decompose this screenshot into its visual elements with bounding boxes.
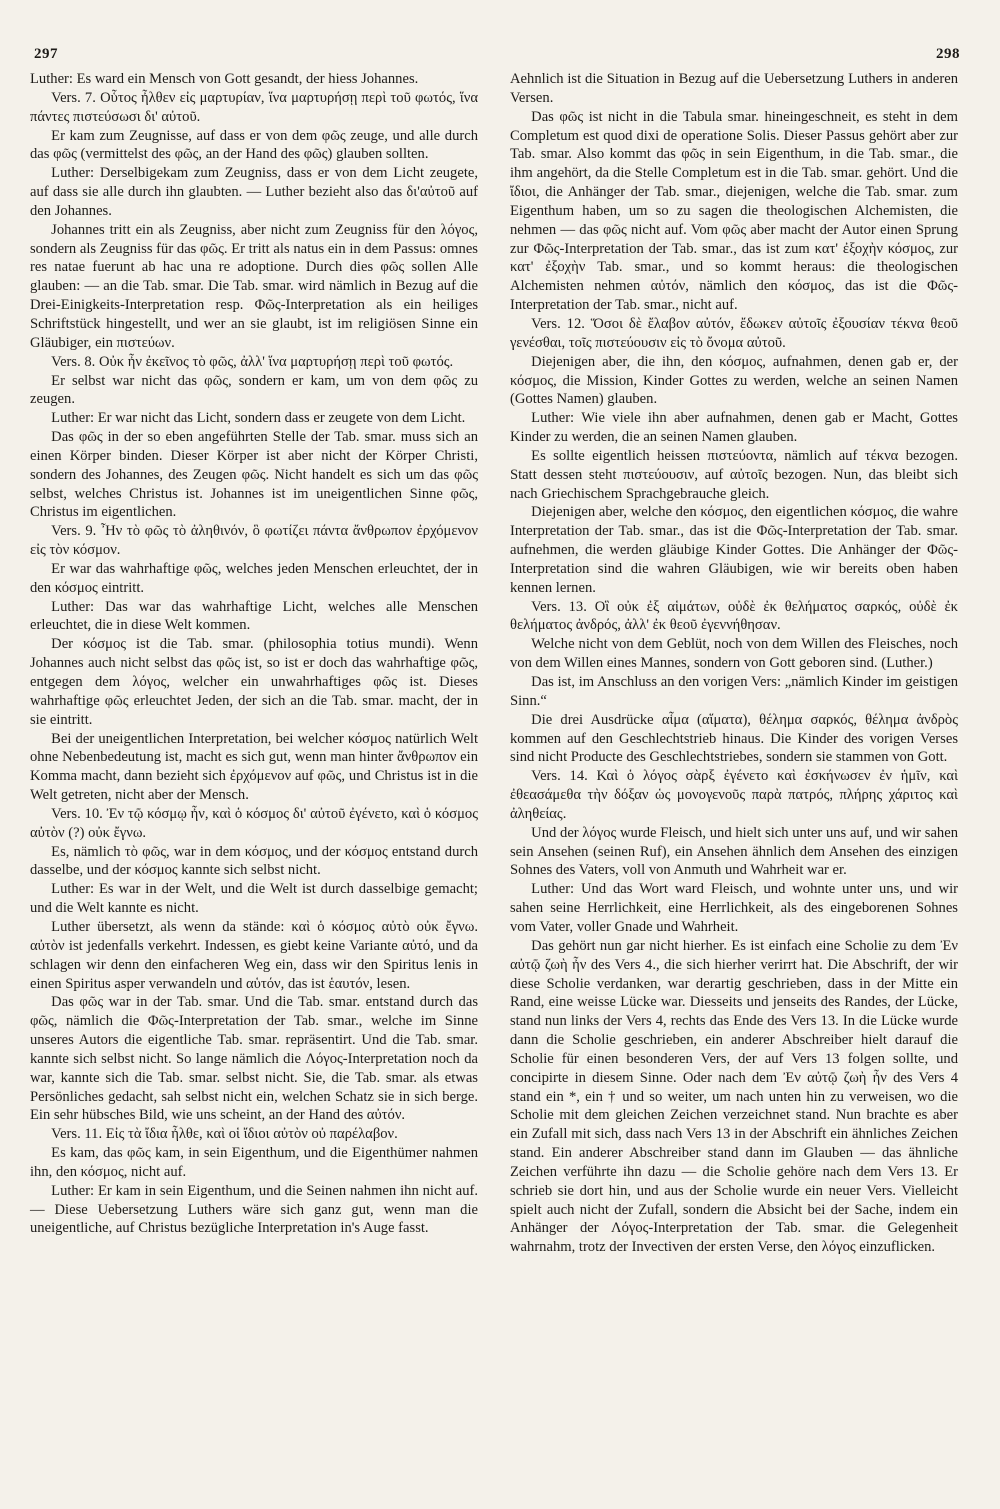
paragraph: Das gehört nun gar nicht hierher. Es ist einfach eine Scholie zu dem Ἐν αὐτῷ ζωὴ ἦν des Vers 4., die sich hierher verirrt hat. Die Abschrift, der wir diese Scholie verdanken, war derartig geschrieben, dass in der Mitte ein Rand, eine weisse Lücke war. Diesseits und jenseits des Randes, der Lücke, stand nun links der Vers 4, rechts das Ende des Vers 13. In die Lücke wurde dann die Scholie geschrieben, ein anderer Abschreiber hielt darauf die Scholie für einen besonderen Vers, der auf Vers 13 folgen sollte, und concipirte in diesem Sinne. Oder nach dem Ἐν αὐτῷ ζωὴ ἦν des Vers 4 stand ein *, ein † und so weiter, um nach unten hin zu verweisen, wo die Scholie mit dem gleichen Zeichen verzeichnet stand. Nun brachte es aber ein Zufall mit sich, dass nach Vers 13 in der Abschrift ein ähnliches Zeichen stand. Ein anderer Abschreiber stand dann im Glauben — das ähnliche Zeichen verführte ihn dazu — die Scholie gehöre nach dem Vers 13. Er schrieb sie dort hin, und aus der Scholie wurde ein neuer Vers. Vielleicht spielt auch nicht der Zufall, sondern die Absicht bei der Sache, indem ein Anhänger der Λόγος-Interpretation der Tab. smar. die Gelegenheit wahrnahm, trotz der Invectiven der ersten Verse, den λόγος einzuflicken. <box>510 937 958 1256</box>
paragraph: Luther: Er war nicht das Licht, sondern dass er zeugete von dem Licht. <box>51 410 466 427</box>
paragraph: Das ist, im Anschluss an den vorigen Vers: „nämlich Kinder im geistigen Sinn.“ <box>510 674 958 709</box>
paragraph: Luther: Und das Wort ward Fleisch, und wohnte unter uns, und wir sahen seine Herrlichkeit, eine Herrlichkeit, als des eingeborenen Sohnes vom Vater, voller Gnade und Wahrheit. <box>510 881 958 935</box>
paragraph: Vers. 8. Οὐκ ἦν ἐκεῖνος τὸ φῶς, ἀλλ' ἵνα μαρτυρήσῃ περὶ τοῦ φωτός. <box>51 353 454 370</box>
right-column <box>510 70 958 1257</box>
paragraph: Es kam, das φῶς kam, in sein Eigenthum, und die Eigenthümer nahmen ihn, den κόσμος, nicht auf. <box>30 1145 478 1180</box>
paragraph: Und der λόγος wurde Fleisch, und hielt sich unter uns auf, und wir sahen sein Ansehen (seinen Ruf), ein Ansehen ähnlich dem Ansehen des einzigen Sohnes des Vaters, voll von Anmuth und Wahrheit war er. <box>510 824 958 879</box>
page-number-left: 297 <box>34 46 58 62</box>
paragraph: Luther: Es war in der Welt, und die Welt ist durch dasselbige gemacht; und die Welt kannte es nicht. <box>30 881 478 917</box>
paragraph: Luther: Es ward ein Mensch von Gott gesandt, der hiess Johannes. <box>30 71 419 87</box>
paragraph: Luther: Das war das wahrhaftige Licht, welches alle Menschen erleuchtet, die in diese Welt kommen. <box>30 598 478 634</box>
paragraph: Vers. 14. Καὶ ὁ λόγος σὰρξ ἐγένετο καὶ ἐσκήνωσεν ἐν ἡμῖν, καὶ ἐθεασάμεθα τὴν δόξαν ὡς μονογενοῦς παρὰ πατρός, πλήρης χάριτος καὶ ἀληθείας. <box>510 768 958 822</box>
page-number-right: 298 <box>936 46 960 62</box>
paragraph: Das φῶς ist nicht in die Tabula smar. hineingeschneit, es steht in dem Completum est quod dixi de operatione Solis. Dieser Passus gehört aber zur Tab. smar. Also kommt das φῶς in sein Eigenthum, in die Tab. smar., die ihm angehört, da die Stelle Completum est in die Tab. smar. gehört. Und die ἴδιοι, die Anhänger der Tab. smar., diejenigen, welche die Tab. smar. zum Eigenthum haben, um so zu sagen die theologischen Alchemisten, die nehmen — das φῶς nicht auf. Vom φῶς aber macht der Autor einen Sprung zur Φῶς-Interpretation der Tab. smar., das ist zum κατ' ἐξοχὴν κόσμος, zur κατ' ἐξοχὴν Tab. smar., und so kommt heraus: die theologischen Alchemisten nehmen αὐτόν, nämlich den κόσμος, das ist die Φῶς-Interpretation der Tab. smar., nicht auf. <box>510 108 958 314</box>
paragraph: Welche nicht von dem Geblüt, noch von dem Willen des Fleisches, noch von dem Willen eines Mannes, sondern von Gott geboren sind. (Luther.) <box>510 636 958 672</box>
paragraph: Luther: Derselbigekam zum Zeugniss, dass er von dem Licht zeugete, auf dass sie alle durch ihn glaubten. — Luther bezieht also das δι'αὐτοῦ auf den Johannes. <box>30 165 478 219</box>
paragraph: Bei der uneigentlichen Interpretation, bei welcher κόσμος natürlich Welt ohne Nebenbedeutung ist, macht es sich gut, wenn man hinter ἄνθρωπον ein Komma macht, dann bezieht sich ἐρχόμενον auf φῶς, und Christus ist in die Welt getreten, nicht aber der Mensch. <box>30 730 478 804</box>
paragraph: Der κόσμος ist die Tab. smar. (philosophia totius mundi). Wenn Johannes auch nicht selbst das φῶς ist, so ist er doch das wahrhaftige φῶς, entgegen dem λόγος, welcher ein unwahrhaftiges φῶς ist. Dieses wahrhaftige φῶς erleuchtet Jeden, der sich an die Tab. smar. macht, der in sie eintritt. <box>30 636 478 728</box>
paragraph: Vers. 10. Ἐν τῷ κόσμῳ ἦν, καὶ ὁ κόσμος δι' αὐτοῦ ἐγένετο, καὶ ὁ κόσμος αὐτὸν (?) οὐκ ἔγνω. <box>30 805 478 841</box>
paragraph: Die drei Ausdrücke αἷμα (αἵματα), θέλημα σαρκός, θέλημα ἀνδρὸς kommen auf den Geschlechtstrieb hinaus. Die Kinder des vorigen Verses sind nicht Producte des Geschlechtstriebes, sondern sie stammen von Gott. <box>510 711 958 766</box>
paragraph: Er kam zum Zeugnisse, auf dass er von dem φῶς zeuge, und alle durch das φῶς (vermittelst des φῶς, an der Hand des φῶς) glauben sollten. <box>30 127 478 163</box>
paragraph: Aehnlich ist die Situation in Bezug auf die Uebersetzung Luthers in anderen Versen. <box>510 71 958 106</box>
paragraph: Er selbst war nicht das φῶς, sondern er kam, um von dem φῶς zu zeugen. <box>30 372 478 408</box>
paragraph: Luther: Er kam in sein Eigenthum, und die Seinen nahmen ihn nicht auf. — Diese Uebersetzung Luthers wäre sich ganz gut, wenn man die uneigentliche, auf Christus bezügliche Interpretation in's Auge fasst. <box>30 1182 478 1237</box>
paragraph: Vers. 12. Ὅσοι δὲ ἔλαβον αὐτόν, ἔδωκεν αὐτοῖς ἐξουσίαν τέκνα θεοῦ γενέσθαι, τοῖς πιστεύουσιν εἰς τὸ ὄνομα αὐτοῦ. <box>510 315 958 351</box>
paragraph: Diejenigen aber, die ihn, den κόσμος, aufnahmen, denen gab er, der κόσμος, die Mission, Kinder Gottes zu werden, welche an seinen Namen (Gottes Namen) glauben. <box>510 353 958 408</box>
paragraph: Johannes tritt ein als Zeugniss, aber nicht zum Zeugniss für den λόγος, sondern als Zeugniss für das φῶς. Er tritt als natus ein in dem Passus: omnes res natae fuerunt ab hac una re adoptione. Durch dies φῶς sollen Alle glauben: — an die Tab. smar. Die Tab. smar. wird nämlich in Bezug auf die Drei-Einigkeits-Interpretation resp. Φῶς-Interpretation als ein heiliges Schriftstück hingestellt, und wer an sie glaubt, ist im religiösen Sinne ein Gläubiger, ein πιστεύων. <box>30 221 478 351</box>
paragraph: Das φῶς in der so eben angeführten Stelle der Tab. smar. muss sich an einen Körper binden. Dieser Körper ist aber nicht der Körper Christi, sondern des Johannes, des Zeugen φῶς. Nicht handelt es sich um das φῶς selbst, welches Christus ist. Johannes ist im uneigentlichen Sinne φῶς, Christus im eigentlichen. <box>30 429 478 521</box>
left-column <box>30 70 478 1238</box>
paragraph: Vers. 11. Εἰς τὰ ἴδια ἦλθε, καὶ οἱ ἴδιοι αὐτὸν οὐ παρέλαβον. <box>51 1126 398 1143</box>
paragraph: Es, nämlich τὸ φῶς, war in dem κόσμος, und der κόσμος entstand durch dasselbe, und der κόσμος kannte sich selbst nicht. <box>30 843 478 879</box>
paragraph: Diejenigen aber, welche den κόσμος, den eigentlichen κόσμος, die wahre Interpretation der Tab. smar., das ist die Φῶς-Interpretation der Tab. smar. aufnehmen, die werden gläubige Kinder Gottes. Die Anhänger der Φῶς-Interpretation sind die wahren Gläubigen, wie wir bereits oben haben kennen lernen. <box>510 504 958 596</box>
paragraph: Das φῶς war in der Tab. smar. Und die Tab. smar. entstand durch das φῶς, nämlich die Φῶς-Interpretation der Tab. smar., welche im Sinne unseres Autors die eigentliche Tab. smar. repräsentirt. Und die Tab. smar. kannte sich selbst nicht. So lange nämlich die Λόγος-Interpretation noch da war, kannte sich die Tab. smar. selbst nicht. Sie, die Tab. smar. als etwas Persönliches gedacht, sah selbst nicht ein, welchen Schatz sie in sich berge. Ein sehr hübsches Bild, wie uns scheint, an der Hand des αὐτόν. <box>30 994 478 1124</box>
paragraph: Luther übersetzt, als wenn da stände: καὶ ὁ κόσμος αὐτὸ οὐκ ἔγνω. αὐτὸν ist jedenfalls verkehrt. Indessen, es giebt keine Variante αὐτό, und da schlagen wir denn den einfacheren Weg ein, dass wir den Spiritus lenis in einen Spiritus asper verwandeln und αὑτόν, das ist ἑαυτόν, lesen. <box>30 918 478 992</box>
paragraph: Vers. 7. Οὗτος ἦλθεν εἰς μαρτυρίαν, ἵνα μαρτυρήσῃ περὶ τοῦ φωτός, ἵνα πάντες πιστεύσωσι δι' αὐτοῦ. <box>30 89 478 125</box>
paragraph: Er war das wahrhaftige φῶς, welches jeden Menschen erleuchtet, der in den κόσμος eintritt. <box>30 560 478 596</box>
paragraph: Es sollte eigentlich heissen πιστεύοντα, nämlich auf τέκνα bezogen. Statt dessen steht πιστεύουσιν, auf αὐτοῖς bezogen. Nun, das bleibt sich nach Griechischem Sprachgebrauche gleich. <box>510 447 958 502</box>
paragraph: Vers. 13. Οἳ οὐκ ἐξ αἱμάτων, οὐδὲ ἐκ θελήματος σαρκός, οὐδὲ ἐκ θελήματος ἀνδρός, ἀλλ' ἐκ θεοῦ ἐγεννήθησαν. <box>510 598 958 634</box>
paragraph: Luther: Wie viele ihn aber aufnahmen, denen gab er Macht, Gottes Kinder zu werden, die an seinen Namen glauben. <box>510 410 958 446</box>
paragraph: Vers. 9. Ἦν τὸ φῶς τὸ ἀληθινόν, ὃ φωτίζει πάντα ἄνθρωπον ἐρχόμενον εἰς τὸν κόσμον. <box>30 523 478 559</box>
